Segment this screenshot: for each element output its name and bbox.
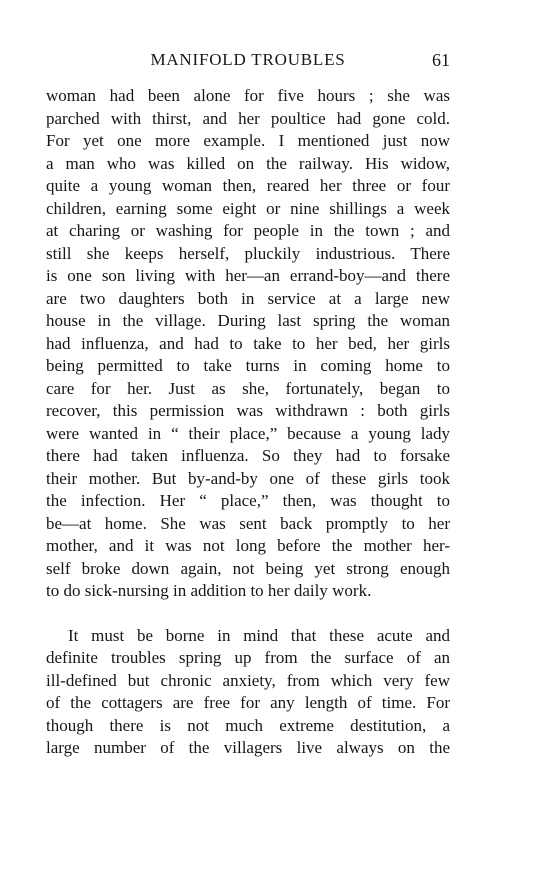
text-line: house in the village. During last spring the woman	[46, 311, 450, 330]
text-line: definite troubles spring up from the surface of an	[46, 648, 450, 667]
text-line: children, earning some eight or nine shillings a week	[46, 198, 450, 218]
text-line: parched with thirst, and her poultice had gone cold.	[46, 108, 450, 128]
text-line: there had taken influenza. So they had to forsake	[46, 446, 450, 465]
text-line: to do sick-nursing in addition to her daily work.	[46, 581, 372, 600]
text-line: is one son living with her—an errand-boy—and there	[46, 266, 450, 285]
text-line: still she keeps herself, pluckily industrious. There	[46, 243, 450, 263]
text-line: care for her. Just as she, fortunately, began to	[46, 378, 450, 398]
text-line: are two daughters both in service at a large new	[46, 288, 450, 308]
paragraph-2	[46, 625, 450, 760]
text-line: being permitted to take turns in coming home to	[46, 356, 450, 375]
text-line: of the cottagers are free for any length of time. For	[46, 693, 450, 712]
text-line: large number of the villagers live always on the	[46, 738, 450, 757]
text-line: the infection. Her “ place,” then, was thought to	[46, 491, 450, 510]
text-line: self broke down again, not being yet strong enough	[46, 558, 450, 578]
text-line: be—at home. She was sent back promptly to her	[46, 513, 450, 533]
text-line: quite a young woman then, reared her three or four	[46, 176, 450, 195]
text-line: It must be borne in mind that these acute and	[68, 625, 450, 645]
running-title: MANIFOLD TROUBLES	[150, 50, 346, 69]
text-line: mother, and it was not long before the mother her-	[46, 536, 450, 555]
text-line: a man who was killed on the railway. His widow,	[46, 153, 450, 173]
text-line: though there is not much extreme destitution, a	[46, 715, 450, 735]
text-line: woman had been alone for five hours ; she was	[46, 86, 450, 105]
text-line: were wanted in “ their place,” because a young lady	[46, 423, 450, 443]
text-line: ill-defined but chronic anxiety, from which very few	[46, 670, 450, 690]
text-line: their mother. But by-and-by one of these girls took	[46, 468, 450, 488]
page-header	[46, 50, 450, 78]
page-number: 61	[432, 50, 450, 70]
text-line: had influenza, and had to take to her bed, her girls	[46, 333, 450, 353]
text-line: For yet one more example. I mentioned just now	[46, 131, 450, 150]
body-text	[46, 85, 450, 760]
text-line: at charing or washing for people in the town ; and	[46, 221, 450, 240]
paragraph-break	[46, 603, 450, 625]
text-line: recover, this permission was withdrawn : both girls	[46, 401, 450, 420]
paragraph-1	[46, 85, 450, 603]
